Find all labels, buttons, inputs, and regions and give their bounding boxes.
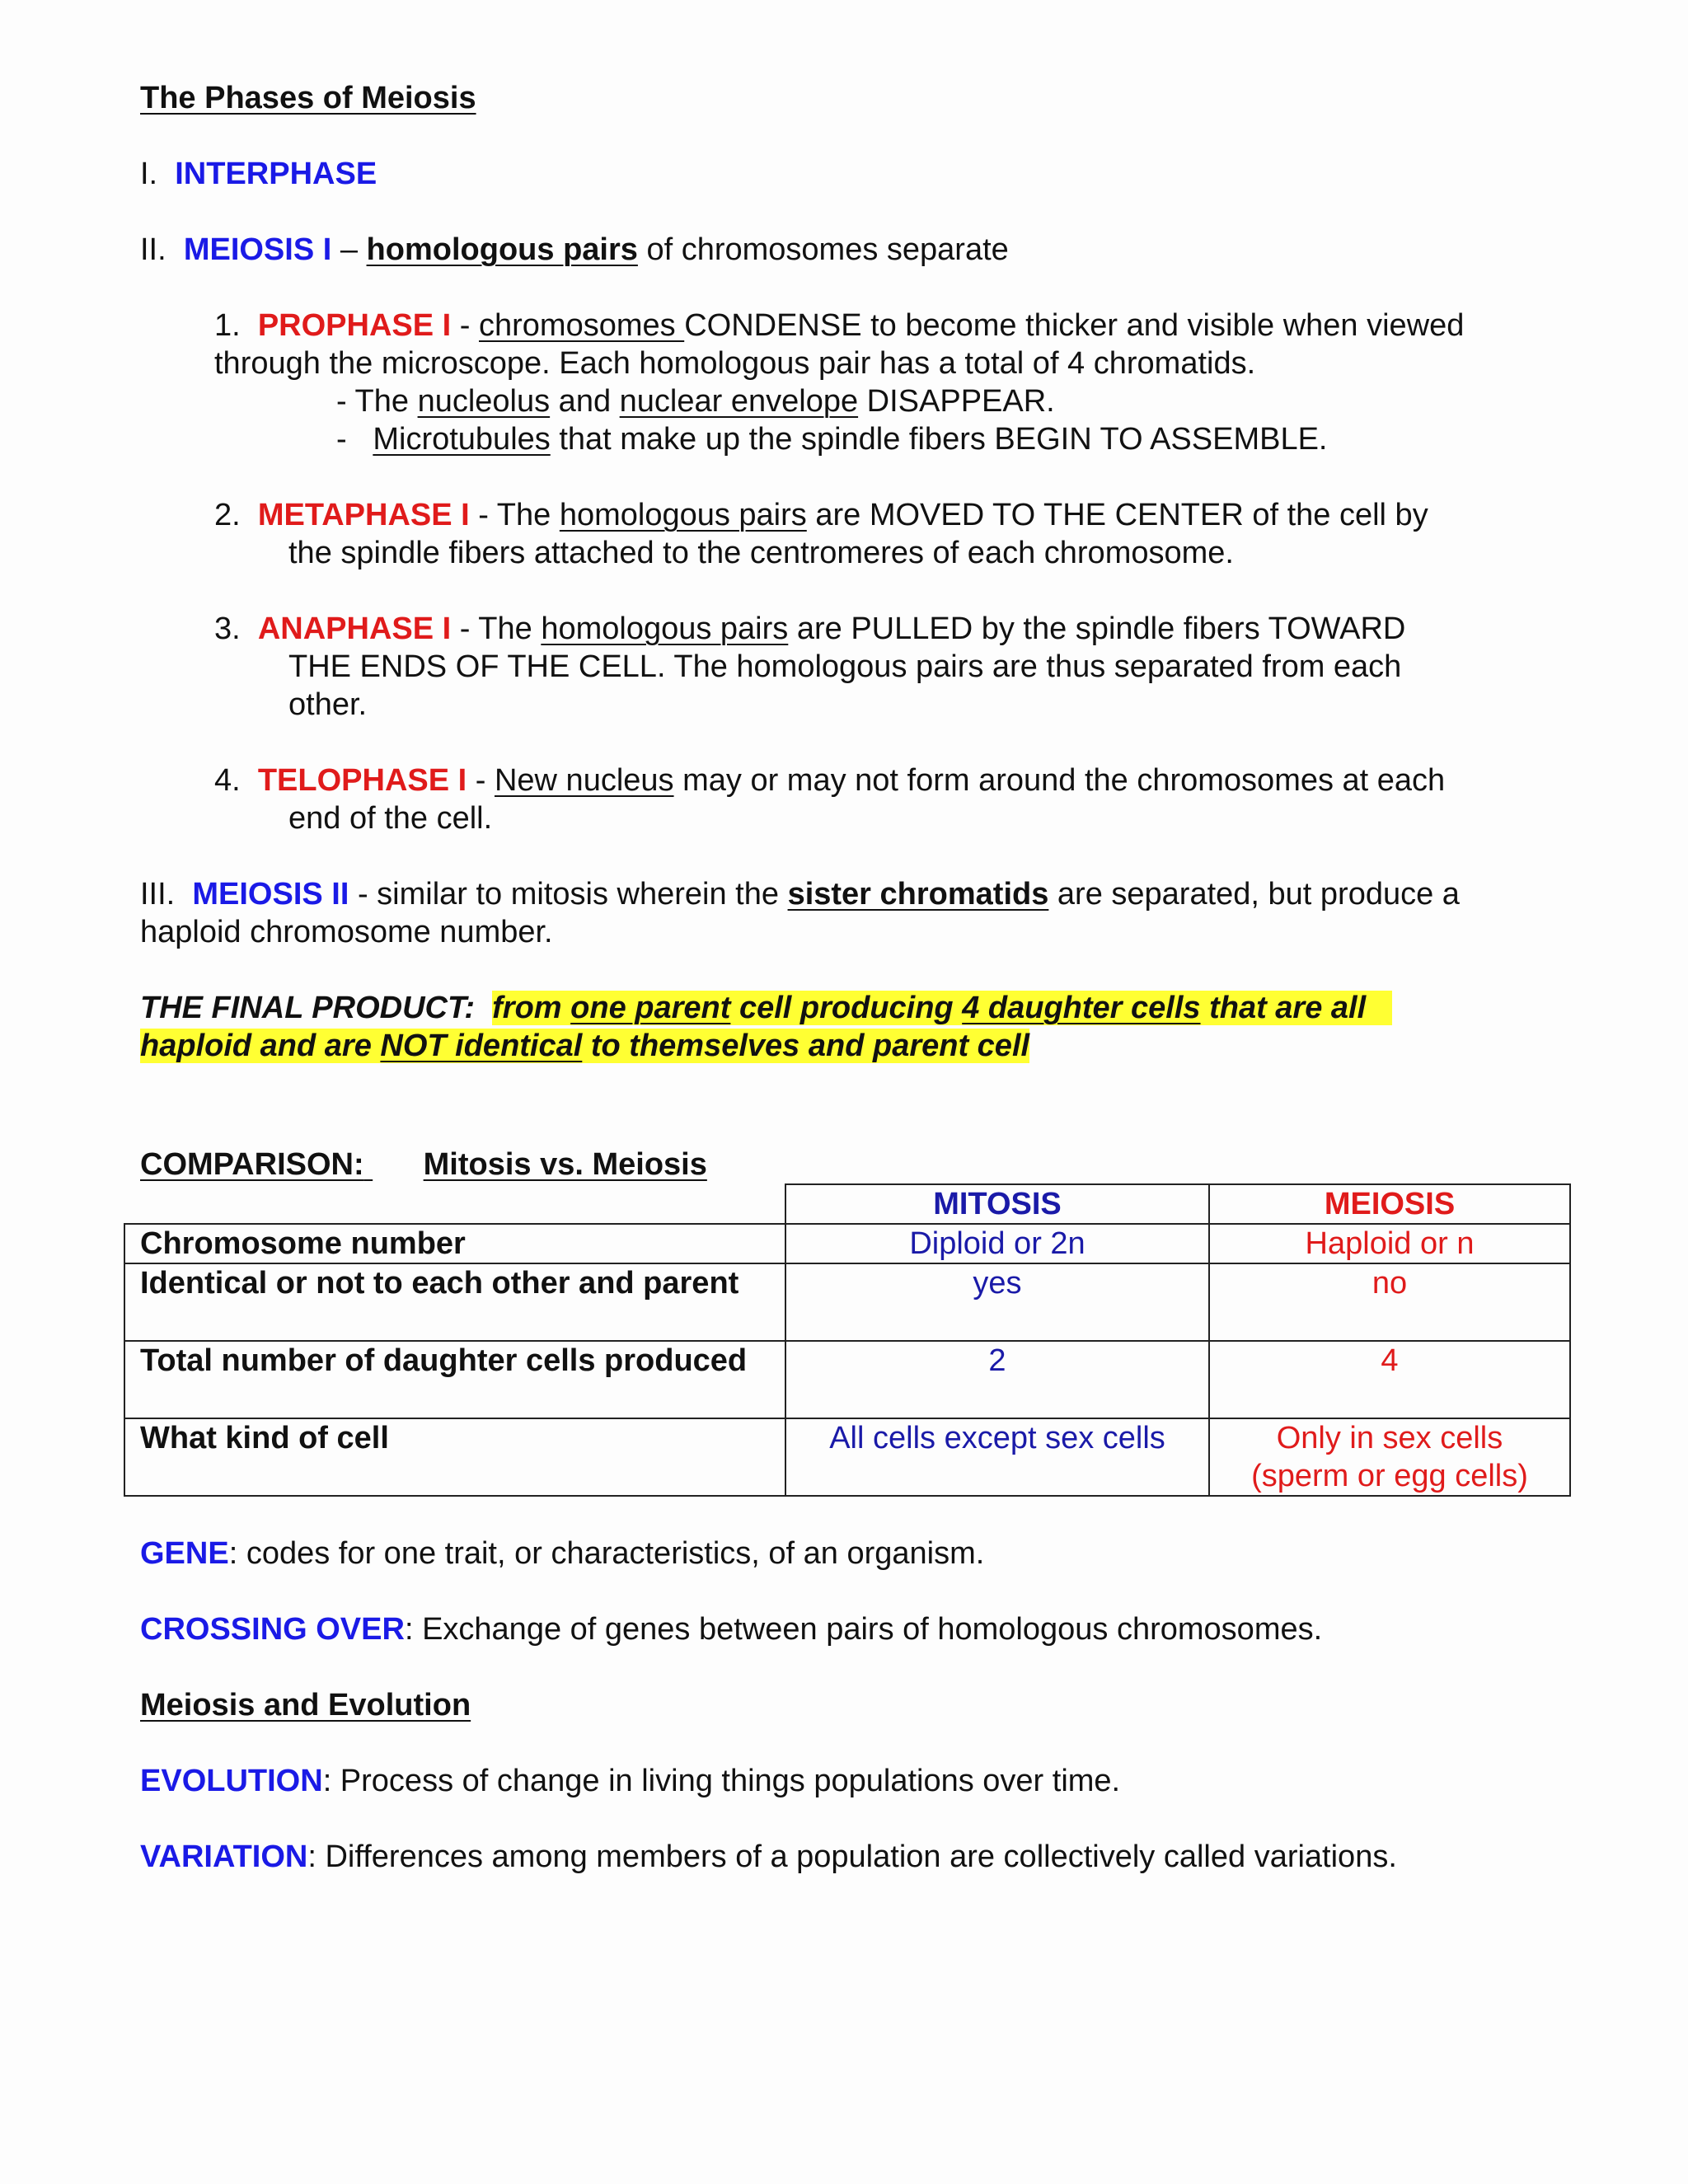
comparison-label: COMPARISON: (140, 1147, 364, 1182)
telophase-line-1 (214, 762, 1445, 799)
dash: - The (469, 498, 560, 532)
table-header-row (124, 1184, 1570, 1224)
term: EVOLUTION (140, 1764, 323, 1798)
table-row (124, 1224, 1570, 1263)
item-number: 3. (214, 612, 241, 646)
final-product-line-2 (140, 1027, 1029, 1065)
row-label: Identical or not to each other and parent (124, 1263, 785, 1341)
item-text: CONDENSE to become thicker and visible when viewed (684, 308, 1465, 343)
prophase-line-1 (214, 307, 1464, 344)
item-number: 1. (214, 308, 241, 343)
table-row (124, 1263, 1570, 1341)
definition-evolution (140, 1762, 1120, 1800)
cell-mitosis: 2 (785, 1341, 1209, 1418)
definition-crossing-over (140, 1610, 1322, 1648)
final-text: from (492, 991, 571, 1025)
final-text: that are all (1200, 991, 1375, 1025)
highlight (492, 991, 1392, 1025)
final-text: cell producing (730, 991, 963, 1025)
header-mitosis: MITOSIS (785, 1184, 1209, 1224)
term: VARIATION (140, 1840, 308, 1874)
definition: : Exchange of genes between pairs of homologous chromosomes. (404, 1612, 1323, 1647)
cell-meiosis: Haploid or n (1209, 1224, 1570, 1263)
section-meiosis-2 (140, 875, 1460, 913)
key-term: New nucleus (494, 763, 674, 798)
metaphase-line-2: the spindle fibers attached to the centromeres of each chromosome. (288, 536, 1234, 570)
final-product-label: THE FINAL PRODUCT: (140, 991, 476, 1025)
key-term: Microtubules (373, 422, 551, 457)
comparison-subtitle: Mitosis vs. Meiosis (423, 1147, 707, 1182)
final-product-line-1 (140, 989, 1392, 1027)
term: CROSSING OVER (140, 1612, 405, 1647)
key-term: nuclear envelope (619, 384, 859, 419)
item-text: may or may not form around the chromosomes at each (673, 763, 1446, 798)
key-term: sister chromatids (787, 877, 1049, 912)
comparison-heading (140, 1146, 707, 1183)
phase-label: MEIOSIS I (183, 232, 332, 267)
item-text: and (550, 384, 620, 419)
cell-mitosis: All cells except sex cells (785, 1418, 1209, 1496)
definition: : Process of change in living things populations over time. (322, 1764, 1121, 1798)
item-text: are PULLED by the spindle fibers TOWARD (788, 612, 1406, 646)
final-text: to themselves and parent cell (582, 1029, 1030, 1063)
key-term: one parent (570, 991, 731, 1025)
item-text: are MOVED TO THE CENTER of the cell by (806, 498, 1428, 532)
row-label: What kind of cell (124, 1418, 785, 1496)
header-meiosis: MEIOSIS (1209, 1184, 1570, 1224)
definition: : Differences among members of a population are collectively called variations. (307, 1840, 1397, 1874)
cell-meiosis: Only in sex cells (sperm or egg cells) (1209, 1418, 1570, 1496)
key-term: homologous pairs (559, 498, 807, 532)
term: GENE (140, 1536, 229, 1571)
key-term: NOT identical (380, 1029, 583, 1063)
section-number: III. (140, 877, 176, 912)
phase-label: PROPHASE I (257, 308, 452, 343)
page-title: The Phases of Meiosis (140, 81, 476, 115)
phase-label: MEIOSIS II (192, 877, 349, 912)
comparison-table (124, 1183, 1571, 1497)
cell-mitosis: yes (785, 1263, 1209, 1341)
definition: : codes for one trait, or characteristics, of an organism. (228, 1536, 985, 1571)
table-row (124, 1418, 1570, 1496)
bullet-dash: - (336, 422, 347, 457)
prophase-bullet-2 (336, 420, 1328, 458)
definition-gene (140, 1535, 984, 1572)
row-label: Total number of daughter cells produced (124, 1341, 785, 1418)
item-text: DISAPPEAR. (858, 384, 1055, 419)
anaphase-line-2: THE ENDS OF THE CELL. The homologous pairs are thus separated from each (288, 649, 1402, 684)
key-term: 4 daughter cells (962, 991, 1201, 1025)
cell-mitosis: Diploid or 2n (785, 1224, 1209, 1263)
table-corner (124, 1184, 785, 1224)
dash: – (331, 232, 367, 267)
section-text: of chromosomes separate (637, 232, 1009, 267)
dash: - (451, 308, 479, 343)
key-term: chromosomes (479, 308, 685, 343)
cell-meiosis: 4 (1209, 1341, 1570, 1418)
item-number: 2. (214, 498, 241, 532)
cell-meiosis: no (1209, 1263, 1570, 1341)
phase-label: METAPHASE I (257, 498, 470, 532)
heading-gap (364, 1146, 424, 1183)
bullet-dash: - The (336, 384, 418, 419)
evolution-heading: Meiosis and Evolution (140, 1688, 471, 1722)
telophase-line-2: end of the cell. (288, 801, 493, 836)
section-number: II. (140, 232, 166, 267)
row-label: Chromosome number (124, 1224, 785, 1263)
final-text: haploid and are (140, 1029, 381, 1063)
highlight (140, 1029, 1029, 1063)
table-row (124, 1341, 1570, 1418)
phase-label: INTERPHASE (175, 157, 377, 191)
prophase-bullet-1 (336, 382, 1055, 420)
prophase-line-2: through the microscope. Each homologous pair has a total of 4 chromatids. (214, 346, 1256, 381)
meiosis-2-line-2: haploid chromosome number. (140, 915, 553, 949)
phase-label: ANAPHASE I (257, 612, 452, 646)
key-term: homologous pairs (366, 232, 638, 267)
anaphase-line-1 (214, 610, 1405, 648)
item-number: 4. (214, 763, 241, 798)
definition-variation (140, 1838, 1397, 1876)
key-term: homologous pairs (541, 612, 789, 646)
key-term: nucleolus (417, 384, 551, 419)
dash: - similar to mitosis wherein the (349, 877, 788, 912)
anaphase-line-3: other. (288, 687, 368, 722)
dash: - (467, 763, 495, 798)
phase-label: TELOPHASE I (257, 763, 467, 798)
section-meiosis-1 (140, 231, 1009, 269)
metaphase-line-1 (214, 496, 1428, 534)
section-text: are separated, but produce a (1048, 877, 1460, 912)
item-text: that make up the spindle fibers BEGIN TO ASSEMBLE. (550, 422, 1328, 457)
dash: - The (451, 612, 542, 646)
section-number: I. (140, 157, 158, 191)
section-interphase (140, 155, 377, 193)
